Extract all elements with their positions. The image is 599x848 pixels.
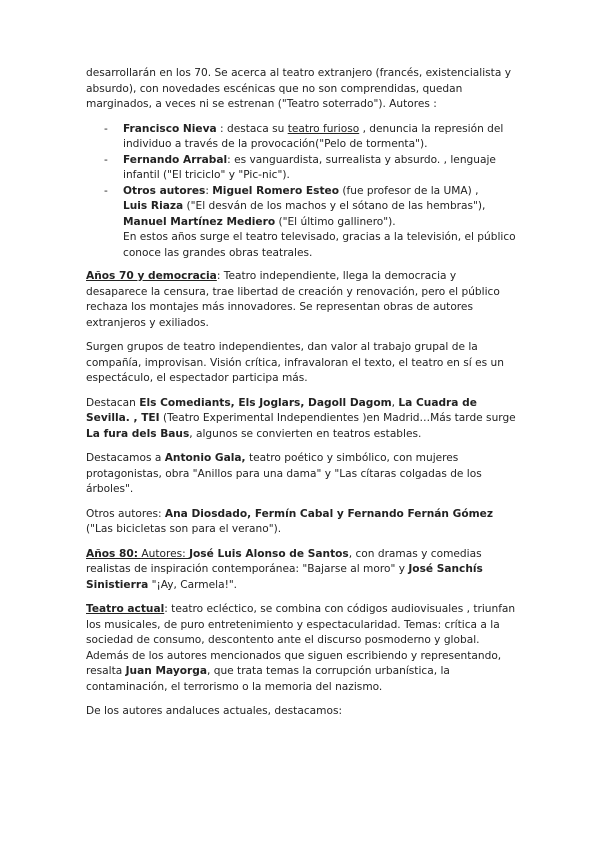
list-text: : bbox=[205, 184, 213, 197]
author-name: José Luis Alonso de Santos bbox=[189, 547, 349, 560]
author-names: Ana Diosdado, Fermín Cabal y Fernando Fernán Gómez bbox=[164, 507, 493, 520]
other-authors-paragraph bbox=[86, 507, 518, 538]
paragraph-text: , algunos se convierten en teatros estables. bbox=[189, 427, 422, 440]
author-name: Fernando Arrabal bbox=[123, 153, 228, 166]
section-heading: Teatro actual bbox=[86, 603, 165, 615]
list-text: : es vanguardista, surrealista y absurdo. , lenguaje infantil ("El triciclo" y "Pic-nic"). bbox=[123, 153, 496, 181]
paragraph-text: Destacamos a bbox=[86, 452, 165, 464]
group-names: La Cuadra de Sevilla. , TEI bbox=[86, 396, 477, 424]
paragraph-text: teatro poético y simbólico, con mujeres protagonistas, obra "Anillos para una dama" y "Las cítaras colgadas de los árboles". bbox=[86, 452, 482, 495]
paragraph-text: (Teatro Experimental Independientes )en Madrid…Más tarde surge bbox=[159, 412, 516, 424]
current-theatre-paragraph bbox=[86, 602, 518, 695]
paragraph-text: ("Las bicicletas son para el verano"). bbox=[86, 523, 282, 535]
groups-paragraph bbox=[86, 340, 518, 387]
paragraph-text: , que trata temas la corrupción urbanística, la contaminación, el terrorismo o la memoria del nazismo. bbox=[86, 665, 450, 693]
paragraph-text: "¡Ay, Carmela!". bbox=[148, 578, 238, 591]
list-text: , denuncia la represión del individuo a través de la provocación("Pelo de tormenta"). bbox=[123, 122, 504, 150]
author-name: Francisco Nieva bbox=[123, 122, 217, 135]
list-item-arrabal bbox=[86, 153, 518, 184]
author-name: Antonio Gala, bbox=[164, 452, 246, 464]
destacan-paragraph bbox=[86, 396, 518, 443]
author-name: Miguel Romero Esteo bbox=[212, 184, 339, 197]
author-name: Otros autores bbox=[123, 184, 206, 197]
paragraph-text: Destacan bbox=[86, 396, 140, 409]
author-name: Juan Mayorga bbox=[125, 665, 207, 677]
andalusian-authors-paragraph bbox=[86, 704, 518, 720]
paragraph-text: : Teatro independiente, llega la democracia y desaparece la censura, trae libertad de creación y renovación, pero el público rechaza los montajes más innovadores. Se representan obras de autores extranjeros y exiliados. bbox=[86, 270, 500, 329]
paragraph-text: , bbox=[391, 396, 399, 409]
gala-paragraph bbox=[86, 451, 518, 498]
list-text: : destaca su bbox=[216, 122, 288, 135]
underlined-term: teatro furioso bbox=[287, 122, 360, 135]
group-names: La fura dels Baus bbox=[86, 427, 190, 440]
list-text: ("El desván de los machos y el sótano de las hembras"), bbox=[183, 200, 486, 212]
list-text: ("El último gallinero"). bbox=[275, 215, 396, 228]
section-heading: Años 80: bbox=[86, 547, 138, 560]
list-text: (fue profesor de la UMA) , bbox=[339, 184, 479, 197]
section-70s-paragraph bbox=[86, 269, 518, 331]
group-names: Els Comediants, Els Joglars, Dagoll Dagom bbox=[139, 396, 392, 409]
paragraph-text: Surgen grupos de teatro independientes, dan valor al trabajo grupal de la compañía, improvisan. Visión crítica, infravaloran el texto, el teatro en sí es un espectáculo, el espectador participa más. bbox=[86, 341, 504, 384]
authors-list bbox=[86, 122, 518, 262]
intro-paragraph bbox=[86, 66, 518, 113]
list-text: En estos años surge el teatro televisado, gracias a la televisión, el público conoce las grandes obras teatrales. bbox=[123, 231, 516, 259]
author-name: José Sanchís Sinistierra bbox=[86, 563, 483, 591]
author-name: Manuel Martínez Mediero bbox=[123, 215, 276, 228]
section-80s-paragraph bbox=[86, 547, 518, 594]
paragraph-text: , con dramas y comedias realistas de inspiración contemporánea: "Bajarse al moro" y bbox=[86, 547, 482, 575]
document-page bbox=[86, 66, 518, 729]
list-item-nieva bbox=[86, 122, 518, 153]
paragraph-text: : teatro ecléctico, se combina con códigos audiovisuales , triunfan los musicales, de puro entretenimiento y espectacularidad. Temas: crítica a la sociedad de consumo, descontento ante el discurso posmoderno y global. Además de los autores mencionados que siguen escribiendo y representando, resalta bbox=[86, 603, 516, 677]
paragraph-text: De los autores andaluces actuales, destacamos: bbox=[86, 705, 343, 717]
list-item-otros bbox=[86, 184, 518, 262]
paragraph-text: Autores: bbox=[138, 547, 190, 560]
author-name: Luis Riaza bbox=[123, 200, 184, 212]
section-heading: Años 70 y democracia bbox=[86, 270, 217, 282]
paragraph-text: Otros autores: bbox=[86, 507, 165, 520]
intro-text: desarrollarán en los 70. Se acerca al teatro extranjero (francés, existencialista y absurdo), con novedades escénicas que no son comprendidas, quedan marginados, a veces ni se estrenan ("Teatro soterrado"). Autores : bbox=[86, 67, 511, 110]
